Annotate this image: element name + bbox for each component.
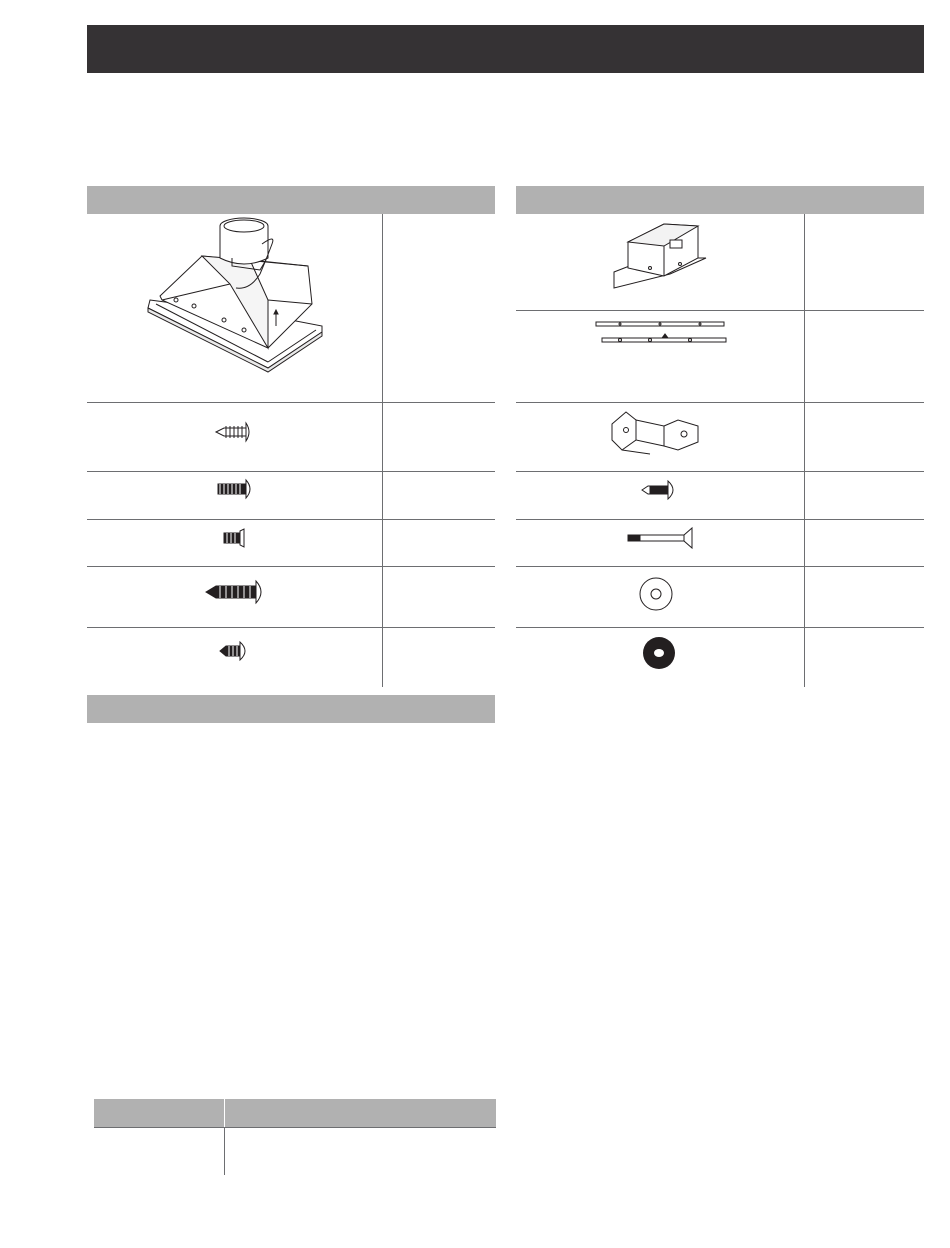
left-row-6 (87, 628, 495, 686)
flat-head-bolt-icon (626, 526, 696, 550)
right-row-5 (516, 520, 924, 567)
mounting-bracket-icon (608, 406, 704, 458)
support-rails-icon (590, 318, 732, 346)
flat-washer-icon (638, 576, 674, 612)
left-column-divider (382, 214, 383, 687)
junction-box-icon (610, 218, 710, 290)
right-row-1 (516, 214, 924, 311)
left-row-5 (87, 567, 495, 628)
lower-section-header (87, 695, 495, 723)
lower-section-body (87, 735, 495, 1085)
spec-table-divider (224, 1128, 225, 1175)
spec-table-rule (94, 1127, 496, 1128)
right-table-header (516, 186, 924, 214)
right-column-divider (804, 214, 805, 687)
pan-head-screw-icon (214, 420, 254, 444)
right-row-3 (516, 403, 924, 472)
intro-text (87, 92, 924, 162)
right-row-4 (516, 472, 924, 520)
left-table-header (87, 186, 495, 214)
spec-table-header-2 (225, 1099, 496, 1127)
left-row-4 (87, 520, 495, 567)
rubber-washer-icon (641, 635, 677, 671)
spec-table-header-1 (94, 1099, 224, 1127)
right-row-7 (516, 628, 924, 686)
large-wood-screw-icon (204, 578, 268, 606)
short-flat-screw-icon (220, 527, 250, 549)
right-row-6 (516, 567, 924, 628)
small-screw-icon (640, 478, 684, 502)
left-row-3 (87, 472, 495, 520)
left-row-2 (87, 403, 495, 472)
machine-screw-icon (214, 478, 256, 500)
title-bar (87, 25, 924, 73)
short-sheet-metal-screw-icon (218, 640, 252, 662)
range-hood-insert-icon (140, 214, 340, 374)
